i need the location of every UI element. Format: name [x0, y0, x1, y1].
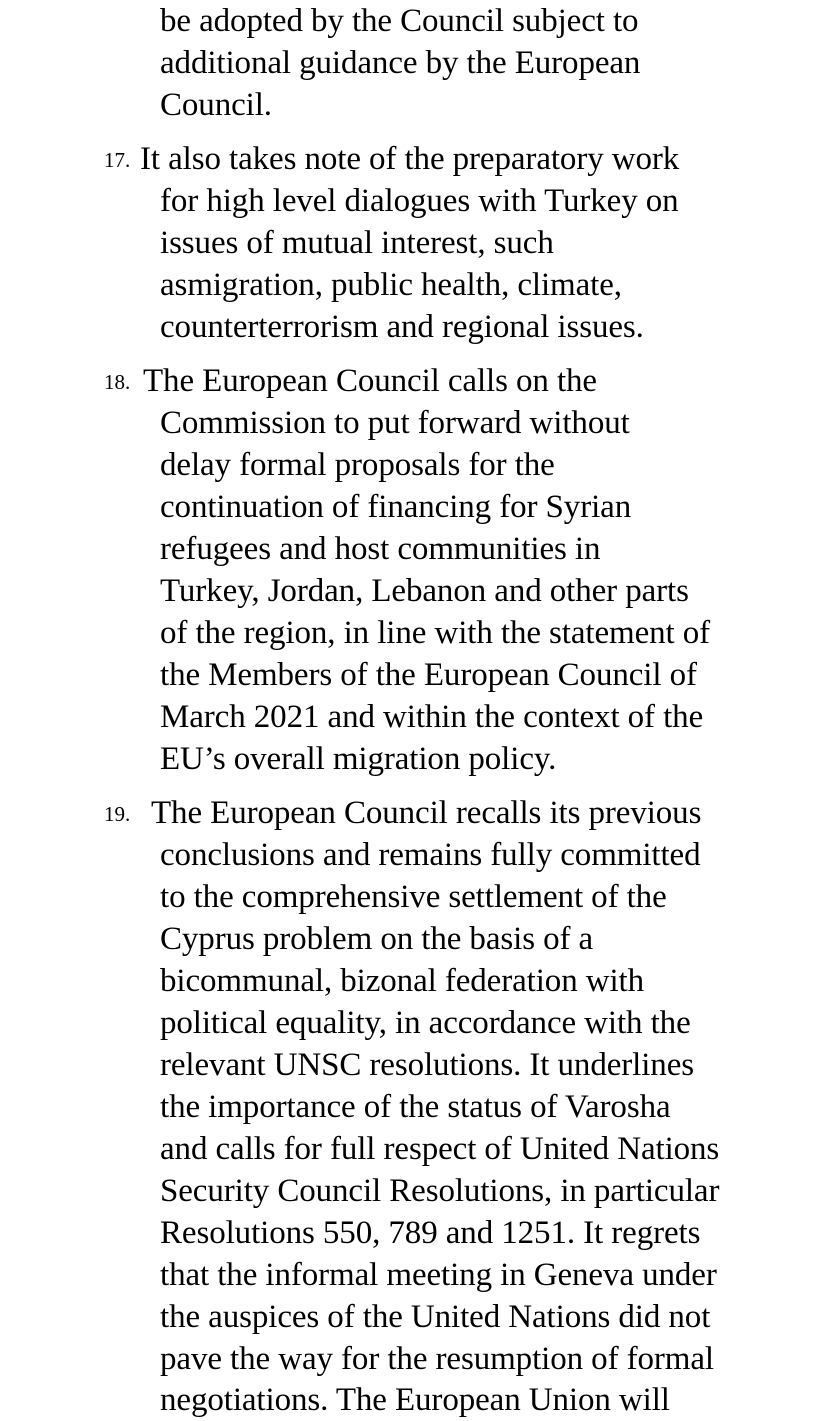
text-line: that the informal meeting in Geneva under	[160, 1257, 717, 1293]
text-line: continuation of financing for Syrian	[160, 489, 632, 525]
text-line: Cyprus problem on the basis of a	[160, 921, 594, 957]
text-line: conclusions and remains fully committed	[160, 837, 701, 873]
text-line: Turkey, Jordan, Lebanon and other parts	[160, 573, 689, 609]
text-line: Resolutions 550, 789 and 1251. It regrets	[160, 1215, 701, 1251]
text-line: March 2021 and within the context of the	[160, 699, 704, 735]
text-line: negotiations. The European Union will	[160, 1382, 670, 1418]
text-line: refugees and host communities in	[160, 531, 601, 567]
text-line: EU’s overall migration policy.	[160, 741, 557, 777]
text-line: of the region, in line with the statement of	[160, 615, 711, 651]
paragraph-number: 17.	[104, 148, 131, 172]
text-line: political equality, in accordance with the	[160, 1005, 691, 1041]
text-line: The European Council recalls its previous	[151, 795, 702, 831]
text-line: to the comprehensive settlement of the	[160, 879, 667, 915]
text-line: additional guidance by the European	[160, 45, 641, 81]
text-line: delay formal proposals for the	[160, 447, 555, 483]
text-line: relevant UNSC resolutions. It underlines	[160, 1047, 694, 1083]
text-line: the importance of the status of Varosha	[160, 1089, 671, 1125]
text-line: the Members of the European Council of	[160, 657, 697, 693]
text-line: be adopted by the Council subject to	[160, 3, 639, 39]
text-line: asmigration, public health, climate,	[160, 267, 622, 303]
text-line: pave the way for the resumption of formal	[160, 1341, 714, 1377]
text-line: bicommunal, bizonal federation with	[160, 963, 645, 999]
text-line: counterterrorism and regional issues.	[160, 309, 644, 345]
text-line: Commission to put forward without	[160, 405, 630, 441]
paragraph-number: 19.	[104, 802, 131, 826]
text-line: Council.	[160, 87, 272, 123]
text-line: issues of mutual interest, such	[160, 225, 554, 261]
text-line: and calls for full respect of United Nations	[160, 1131, 720, 1167]
text-line: for high level dialogues with Turkey on	[160, 183, 679, 219]
text-line: The European Council calls on the	[143, 363, 597, 399]
text-line: It also takes note of the preparatory work	[140, 141, 680, 177]
text-line: the auspices of the United Nations did not	[160, 1299, 711, 1335]
text-line: Security Council Resolutions, in particular	[160, 1173, 720, 1209]
paragraph-number: 18.	[104, 370, 131, 394]
